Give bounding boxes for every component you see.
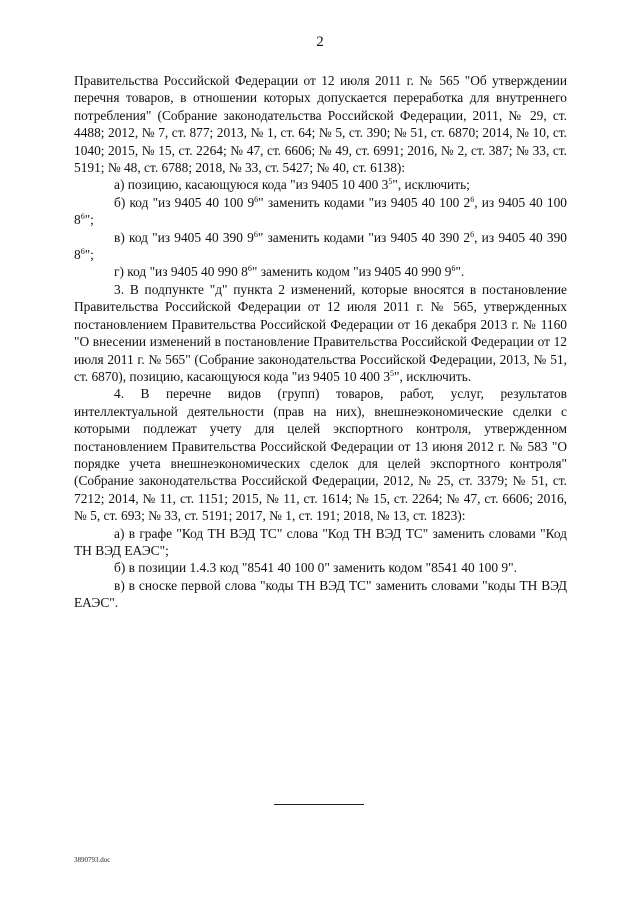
paragraph-3: 3. В подпункте "д" пункта 2 изменений, которые вносятся в постановление Правительства Российской Федерации от 12 июля 2011 г. № 565, утвержденных постановлением Правительства Российской Федерации от 16 декабря 2013 г. № 1160 "О внесении изменений в постановление Правительства Российской Федерации от 12 июля 2011 г. № 565" (Собрание законодательства Российской Федерации, 2013, № 51, ст. 6870), позицию, касающуюся кода "из 9405 10 400 $3^5$", исключить. bbox=[74, 281, 567, 384]
footer-filename: 3890793.doc bbox=[74, 856, 111, 864]
document-body bbox=[74, 72, 567, 612]
item-a: а) позицию, касающуюся кода "из 9405 10 400 $3^5$", исключить; bbox=[114, 177, 470, 193]
item-g: г) код "из 9405 40 990 $8^6$" заменить кодом "из 9405 40 990 $9^6$". bbox=[114, 264, 465, 280]
paragraph-4-item-b: б) в позиции 1.4.3 код "8541 40 100 0" заменить кодом "8541 40 100 9". bbox=[114, 560, 517, 576]
closing-divider bbox=[274, 804, 364, 805]
paragraph-4-item-v: в) в сноске первой слова "коды ТН ВЭД ТС" заменить словами "коды ТН ВЭД ЕАЭС". bbox=[74, 577, 567, 611]
item-v: в) код "из 9405 40 390 $9^6$" заменить кодами "из 9405 40 390 $2^6$, из 9405 40 390 $8^6$"; bbox=[74, 229, 567, 263]
paragraph-4: 4. В перечне видов (групп) товаров, работ, услуг, результатов интеллектуальной деятельности (прав на них), внешнеэкономические сделки с которыми подлежат учету для целей экспортного контроля, утвержденном постановлением Правительства Российской Федерации от 13 июня 2012 г. № 583 "О порядке учета внешнеэкономических сделок для целей экспортного контроля" (Собрание законодательства Российской Федерации, 2012, № 25, ст. 3379; № 51, ст. 7212; 2014, № 11, ст. 1151; 2015, № 11, ст. 1614; № 15, ст. 2264; № 47, ст. 6606; 2016, № 5, ст. 693; № 33, ст. 5191; 2017, № 1, ст. 191; 2018, № 13, ст. 1823): bbox=[74, 386, 567, 524]
page-number: 2 bbox=[316, 34, 324, 50]
item-b: б) код "из 9405 40 100 $9^6$" заменить кодами "из 9405 40 100 $2^6$, из 9405 40 100 $8^6$"; bbox=[74, 194, 568, 228]
paragraph-4-item-a: а) в графе "Код ТН ВЭД ТС" слова "Код ТН ВЭД ТС" заменить словами "Код ТН ВЭД ЕАЭС"; bbox=[74, 525, 567, 558]
intro-paragraph: Правительства Российской Федерации от 12 июля 2011 г. № 565 "Об утверждении перечня товаров, в отношении которых допускается переработка для внутреннего потребления" (Собрание законодательства Российской Федерации, 2011, № 29, ст. 4488; 2012, № 7, ст. 877; 2013, № 1, ст. 64; № 5, ст. 390; № 51, ст. 6870; 2014, № 10, ст. 1040; 2015, № 15, ст. 2264; № 47, ст. 6606; № 49, ст. 6991; 2016, № 2, ст. 387; № 33, ст. 5191; № 48, ст. 6788; 2018, № 33, ст. 5427; № 40, ст. 6138): bbox=[74, 73, 567, 176]
